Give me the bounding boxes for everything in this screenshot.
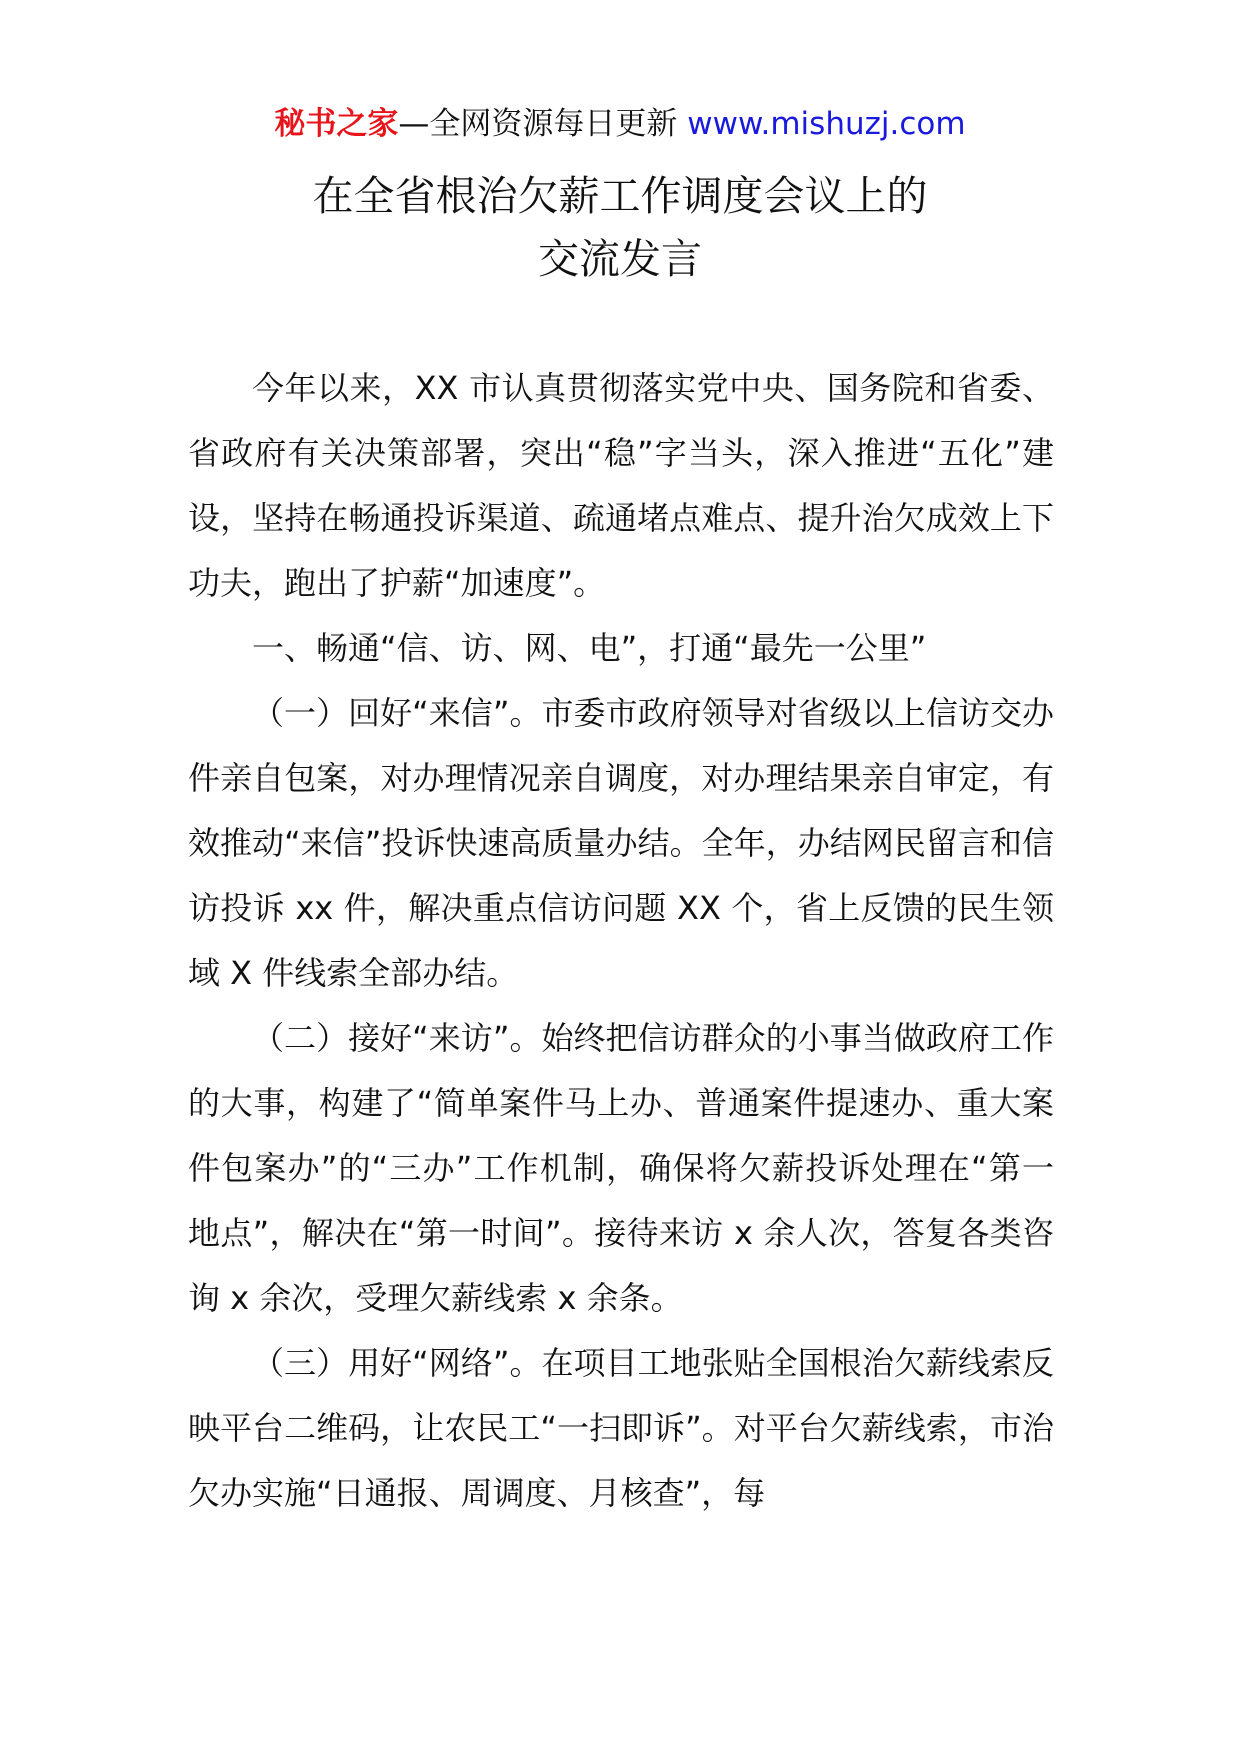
site-tagline: —全网资源每日更新 bbox=[398, 106, 688, 142]
site-header bbox=[0, 104, 1240, 144]
paragraph-letters: （一）回好“来信”。市委市政府领导对省级以上信访交办件亲自包案，对办理情况亲自调度，对办理结果亲自审定，有效推动“来信”投诉快速高质量办结。全年，办结网民留言和信访投诉 xx 件，解决重点信访问题 XX 个，省上反馈的民生领域 X 件线索全部办结。 bbox=[188, 694, 1054, 992]
site-url[interactable]: www.mishuzj.com bbox=[687, 106, 966, 142]
section-heading-1: 一、畅通“信、访、网、电”，打通“最先一公里” bbox=[252, 629, 927, 667]
document-title bbox=[0, 165, 1240, 291]
paragraph-visits: （二）接好“来访”。始终把信访群众的小事当做政府工作的大事，构建了“简单案件马上办、普通案件提速办、重大案件包案办”的“三办”工作机制，确保将欠薪投诉处理在“第一地点”，解决在“第一时间”。接待来访 x 余人次，答复各类咨询 x 余次，受理欠薪线索 x 余条。 bbox=[188, 1019, 1054, 1317]
paragraph-intro: 今年以来，XX 市认真贯彻落实党中央、国务院和省委、省政府有关决策部署，突出“稳”字当头，深入推进“五化”建设，坚持在畅通投诉渠道、疏通堵点难点、提升治欠成效上下功夫，跑出了护薪“加速度”。 bbox=[188, 369, 1054, 602]
title-line-1: 在全省根治欠薪工作调度会议上的 bbox=[312, 172, 928, 220]
title-line-2: 交流发言 bbox=[538, 235, 702, 283]
site-brand: 秘书之家 bbox=[274, 106, 399, 142]
document-body bbox=[188, 356, 1054, 1526]
paragraph-network: （三）用好“网络”。在项目工地张贴全国根治欠薪线索反映平台二维码，让农民工“一扫即诉”。对平台欠薪线索，市治欠办实施“日通报、周调度、月核查”，每 bbox=[188, 1344, 1054, 1512]
